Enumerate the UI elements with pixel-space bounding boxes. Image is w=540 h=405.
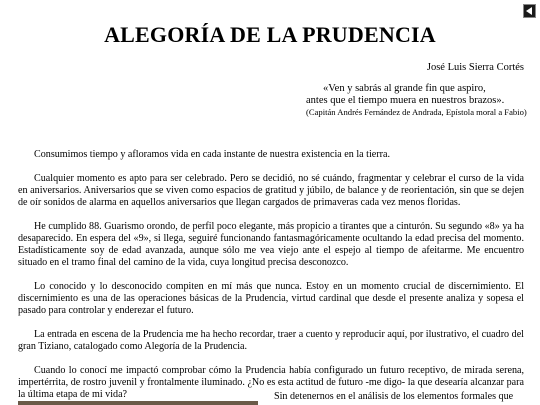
painting-image — [18, 401, 258, 405]
paragraph: La entrada en escena de la Prudencia me ha hecho recordar, traer a cuento y reproducir aquí, por ilustrativo, el cuadro del gran Tiziano, catalogado como Alegoría de la Prudencia. — [18, 329, 524, 352]
back-button[interactable] — [523, 4, 536, 18]
paragraph: Cuando lo conocí me impactó comprobar cómo la Prudencia había configurado un futuro receptivo, de mirada serena, impertérrita, de rostro juvenil y frontalmente iluminado. ¿No es esta actitud de futuro -me digo- la que desearía alcanzar para la última etapa de mi vida? — [18, 365, 524, 400]
page-title: ALEGORÍA DE LA PRUDENCIA — [104, 22, 436, 47]
back-arrow-icon — [526, 7, 533, 15]
epigraph — [306, 83, 527, 118]
epigraph-line-2: antes que el tiempo muera en nuestros brazos». — [306, 95, 505, 106]
author-name: José Luis Sierra Cortés — [426, 62, 524, 73]
paragraph-partial: Sin detenernos en el análisis de los elementos formales que — [274, 391, 514, 402]
article-body — [18, 149, 524, 405]
paragraph: He cumplido 88. Guarismo orondo, de perfil poco elegante, más propicio a tirantes que a cinturón. Su segundo «8» ya ha desaparecido. En espera del «9», si llega, seguiré funcionando fantasmagóricamente ocultando la edad precisa del momento. Estadísticamente soy de edad avanzada, aunque sólo me vea viejo ante el espejo al tiempo de afeitarme. Me encuentro situado en el tramo final del camino de la vida, cuya longitud precisa desconozco. — [18, 221, 524, 268]
paragraph: Lo conocido y lo desconocido compiten en mí más que nunca. Estoy en un momento crucial de discernimiento. El discernimiento es una de las operaciones básicas de la Prudencia, virtud cardinal que desde el presente analiza y sopesa el pasado para controlar y enderezar el futuro. — [18, 281, 524, 316]
epigraph-line-1: «Ven y sabrás al grande fin que aspiro, — [323, 83, 486, 94]
epigraph-citation: (Capitán Andrés Fernández de Andrada, Epístola moral a Fabio) — [306, 107, 527, 117]
paragraph: Consumimos tiempo y afloramos vida en cada instante de nuestra existencia en la tierra. — [34, 149, 390, 160]
paragraph: Cualquier momento es apto para ser celebrado. Pero se decidió, no sé cuándo, fragmentar y celebrar el curso de la vida en aniversarios. Aniversarios que se viven como espacios de gratitud y júbilo, de balance y de reorientación, sin que se dejen de oír sonidos de alarma en aquellos aniversarios que llegan cargados de primaveras cada vez menos floridas. — [18, 173, 524, 208]
